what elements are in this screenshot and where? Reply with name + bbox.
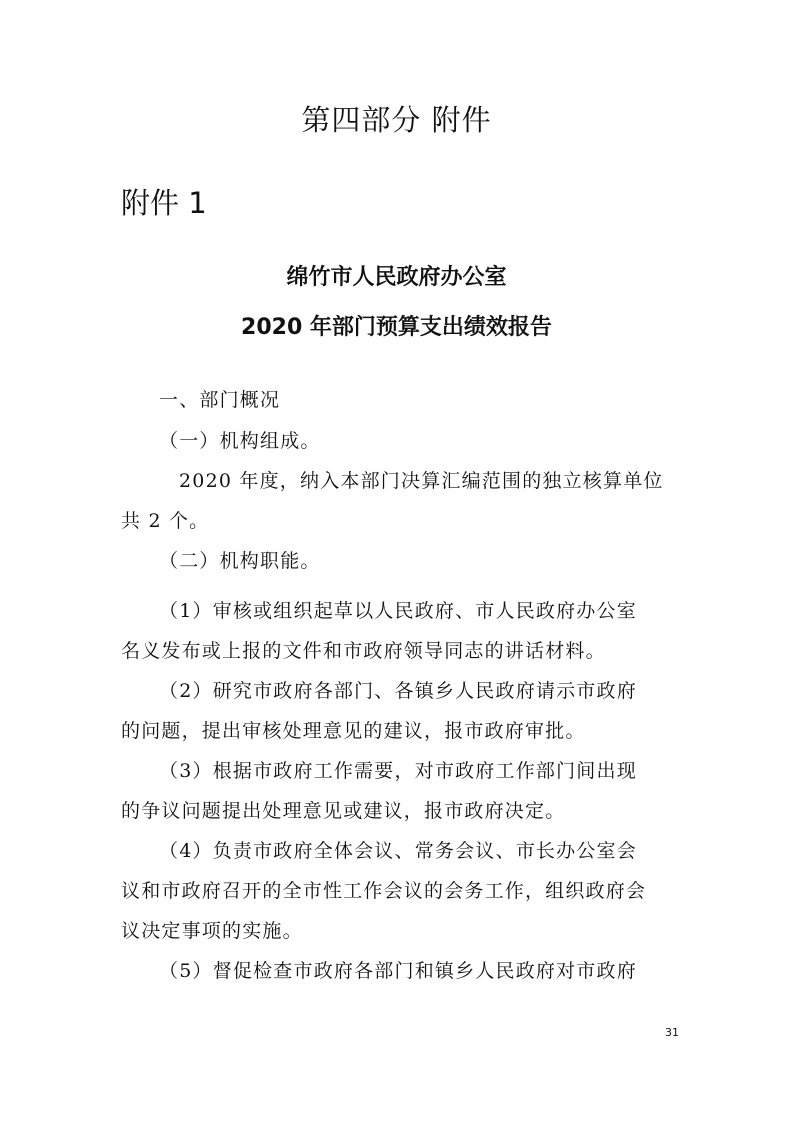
function-item-1 — [121, 591, 673, 671]
paragraph-line: （4）负责市政府全体会议、常务会议、市长办公室会 — [159, 840, 637, 862]
paragraph-line: 的问题，提出审核处理意见的建议，报市政府审批。 — [121, 720, 586, 742]
paragraph-line: （3）根据市政府工作需要，对市政府工作部门间出现 — [159, 760, 637, 782]
section-heading-overview — [121, 380, 673, 420]
paragraph-line: 的争议问题提出处理意见或建议，报市政府决定。 — [121, 800, 566, 822]
paragraph-line: 议决定事项的实施。 — [121, 920, 303, 942]
subsection-heading-text: （一）机构组成。 — [159, 430, 321, 452]
paragraph-line: （5）督促检查市政府各部门和镇乡人民政府对市政府 — [159, 960, 637, 982]
composition-paragraph — [121, 461, 673, 541]
function-item-5 — [121, 951, 673, 991]
section-heading-text: 一、部门概况 — [159, 389, 281, 411]
subsection-heading-functions — [121, 541, 673, 581]
annex-label: 附件 1 — [121, 186, 207, 220]
paragraph-line: 议和市政府召开的全市性工作会议的会务工作，组织政府会 — [121, 880, 647, 902]
subsection-heading-text: （二）机构职能。 — [159, 550, 321, 572]
part-title: 第四部分 附件 — [301, 103, 492, 137]
paragraph-line: （1）审核或组织起草以人民政府、市人民政府办公室 — [159, 600, 637, 622]
function-item-2 — [121, 671, 673, 751]
subsection-heading-composition — [121, 421, 673, 461]
paragraph-line: （2）研究市政府各部门、各镇乡人民政府请示市政府 — [159, 680, 637, 702]
page-number: 31 — [665, 1026, 679, 1039]
paragraph-line: 2020 年度，纳入本部门决算汇编范围的独立核算单位 — [179, 470, 664, 492]
function-item-3 — [121, 751, 673, 831]
paragraph-line: 共 2 个。 — [121, 510, 210, 532]
paragraph-line: 名义发布或上报的文件和市政府领导同志的讲话材料。 — [121, 640, 606, 662]
document-title-line-1: 绵竹市人民政府办公室 — [286, 265, 507, 290]
document-title-line-2: 2020 年部门预算支出绩效报告 — [241, 315, 552, 340]
function-item-4 — [121, 831, 673, 951]
